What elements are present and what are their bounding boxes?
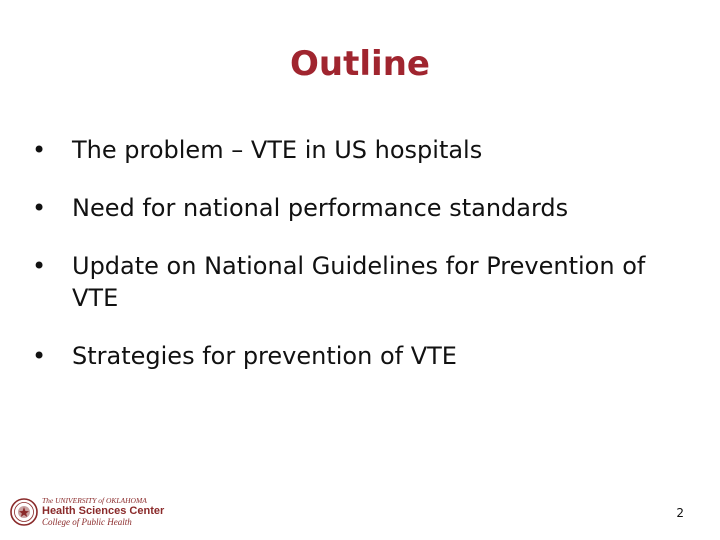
bullet-list <box>30 134 690 398</box>
logo-college-name: College of Public Health <box>42 517 132 527</box>
logo-text <box>42 496 182 527</box>
bullet-marker: • <box>32 252 47 280</box>
bullet-item <box>30 340 690 372</box>
bullet-marker: • <box>32 136 47 164</box>
bullet-marker: • <box>32 342 47 370</box>
bullet-text: Need for national performance standards <box>72 194 569 222</box>
university-seal-icon <box>10 498 38 526</box>
logo-hsc-name: Health Sciences Center <box>42 505 165 517</box>
bullet-item <box>30 192 690 224</box>
bullet-text: The problem – VTE in US hospitals <box>72 136 483 164</box>
page-number: 2 <box>676 506 684 520</box>
university-logo <box>10 496 180 528</box>
bullet-text: Update on National Guidelines for Prevention of VTE <box>72 252 646 312</box>
bullet-marker: • <box>32 194 47 222</box>
bullet-item <box>30 134 690 166</box>
logo-university-name: The UNIVERSITY of OKLAHOMA <box>42 496 147 505</box>
bullet-item <box>30 250 690 314</box>
bullet-text: Strategies for prevention of VTE <box>72 342 457 370</box>
slide-title: Outline <box>290 44 430 84</box>
